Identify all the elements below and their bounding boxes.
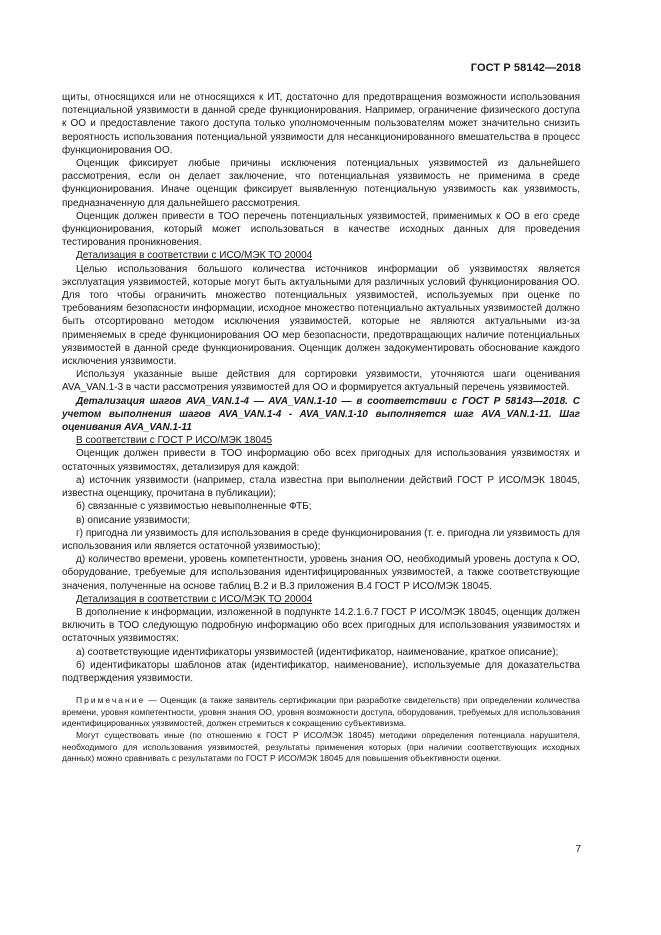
list-item: д) количество времени, уровень компетентности, уровень знания ОО, необходимый уровень доступа к ОО, оборудование, требуемые для использования идентифицированных уязвимостей, а также соответствующие значения, полученные на основе таблиц В.2 и В.3 приложения В.4 ГОСТ Р ИСО/МЭК 18045. <box>62 554 580 592</box>
list-item: в) описание уязвимости; <box>76 514 191 526</box>
paragraph: Оценщик должен привести в ТОО информацию обо всех пригодных для использования уязвимостях и остаточных уязвимостях, детализируя для каждой: <box>62 448 580 473</box>
paragraph: Оценщик фиксирует любые причины исключения потенциальных уязвимостей из дальнейшего рассмотрения, если он делает заключение, что потенциальная уязвимость не применима в среде функционирования. Иначе оценщик фиксирует выявленную потенциальную уязвимость как уязвимость, предназначенную для дальнейшего рассмотрения. <box>62 158 580 209</box>
section-heading <box>62 249 580 262</box>
note <box>62 695 580 730</box>
section-heading-text: В соответствии с ГОСТ Р ИСО/МЭК 18045 <box>76 435 273 447</box>
paragraph: Используя указанные выше действия для сортировки уязвимости, уточняются шаги оценивания AVA_VAN.1-3 в части рассмотрения уязвимостей для ОО и формируется актуальный перечень уязвимостей. <box>62 369 580 394</box>
note-text: — Оценщик (а также заявитель сертификации при разработке свидетельств) при определении количества времени, уровня компетентности, уровня знания ОО, уровня возможности доступа, оборудования, требуемых для использования идентифицированных уязвимостей, должен стремиться к сокращению субъективизма. <box>62 695 580 729</box>
section-heading <box>62 593 580 606</box>
paragraph: Целью использования большого количества источников информации об уязвимостях является эксплуатация уязвимостей, которые могут быть актуальными для различных условий функционирования ОО. Для того чтобы ограничить множество потенциальных уязвимостей, используемых при оценке по требованиям безопасности информации, исходное множество потенциально актуальных уязвимостей должно быть отсортировано методом исключения уязвимостей, которые не являются актуальными из-за применяемых в среде функционирования ОО мер безопасности, предотвращающих наличие потенциальных уязвимостей в данной среде функционирования. Оценщик должен задокументировать обоснование каждого исключения уязвимости. <box>62 263 580 368</box>
list-item: а) источник уязвимости (например, стала известна при выполнении действий ГОСТ Р ИСО/МЭК 18045, известна оценщику, прочитана в публикации); <box>62 474 580 500</box>
list-item: г) пригодна ли уязвимость для использования в среде функционирования (т. е. пригодна ли уязвимость для использования или является остаточной уязвимостью); <box>62 527 580 552</box>
list-item: б) связанные с уязвимостью невыполненные ФТБ; <box>76 501 312 513</box>
page-number: 7 <box>575 844 581 855</box>
list-item: б) идентификаторы шаблонов атак (идентификатор, наименование), используемые для доказательства подтверждения уязвимости. <box>62 659 580 684</box>
paragraph: Оценщик должен привести в ТОО перечень потенциальных уязвимостей, применимых к ОО в его среде функционирования, который может использоваться в качестве исходных данных для проведения тестирования проникновения. <box>62 210 580 249</box>
notes <box>62 695 580 765</box>
paragraph: щиты, относящихся или не относящихся к ИТ, достаточно для предотвращения возможности использования потенциальной уязвимости в данной среде функционирования. Например, ограничение физического доступа к ОО и предоставление такого доступа только уполномоченным пользователям может значительно снизить вероятность использования потенциальной уязвимости для несанкционированного вмешательства в процесс функционирования ОО. <box>62 92 580 156</box>
note-continuation: Могут существовать иные (по отношению к ГОСТ Р ИСО/МЭК 18045) методики определения потенциала нарушителя, необходимого для использования уязвимостей, результаты применения которых (при наличии соответствующих исходных данных) можно сравнивать с результатами по ГОСТ Р ИСО/МЭК 18045 для повышения объективности оценки. <box>62 729 580 764</box>
document-code: ГОСТ Р 58142—2018 <box>470 62 581 74</box>
step-heading: Детализация шагов AVA_VAN.1-4 — AVA_VAN.1-10 — в соответствии с ГОСТ Р 58143—2018. С учетом выполнения шагов AVA_VAN.1-4 - AVA_VAN.1-10 выполняется шаг AVA_VAN.1-11. Шаг оценивания AVA_VAN.1-11 <box>62 395 580 434</box>
note-label: Примечание <box>76 695 146 706</box>
section-heading <box>62 434 580 447</box>
body-text <box>62 91 580 765</box>
section-heading-text: Детализация в соответствии с ИСО/МЭК ТО 20004 <box>76 593 313 605</box>
paragraph: В дополнение к информации, изложенной в подпункте 14.2.1.6.7 ГОСТ Р ИСО/МЭК 18045, оценщик должен включить в ТОО следующую подробную информацию обо всех пригодных для использования уязвимостях и остаточных уязвимостях: <box>62 606 580 645</box>
list-item: а) соответствующие идентификаторы уязвимостей (идентификатор, наименование, краткое описание); <box>76 646 559 658</box>
section-heading-text: Детализация в соответствии с ИСО/МЭК ТО 20004 <box>76 250 313 262</box>
